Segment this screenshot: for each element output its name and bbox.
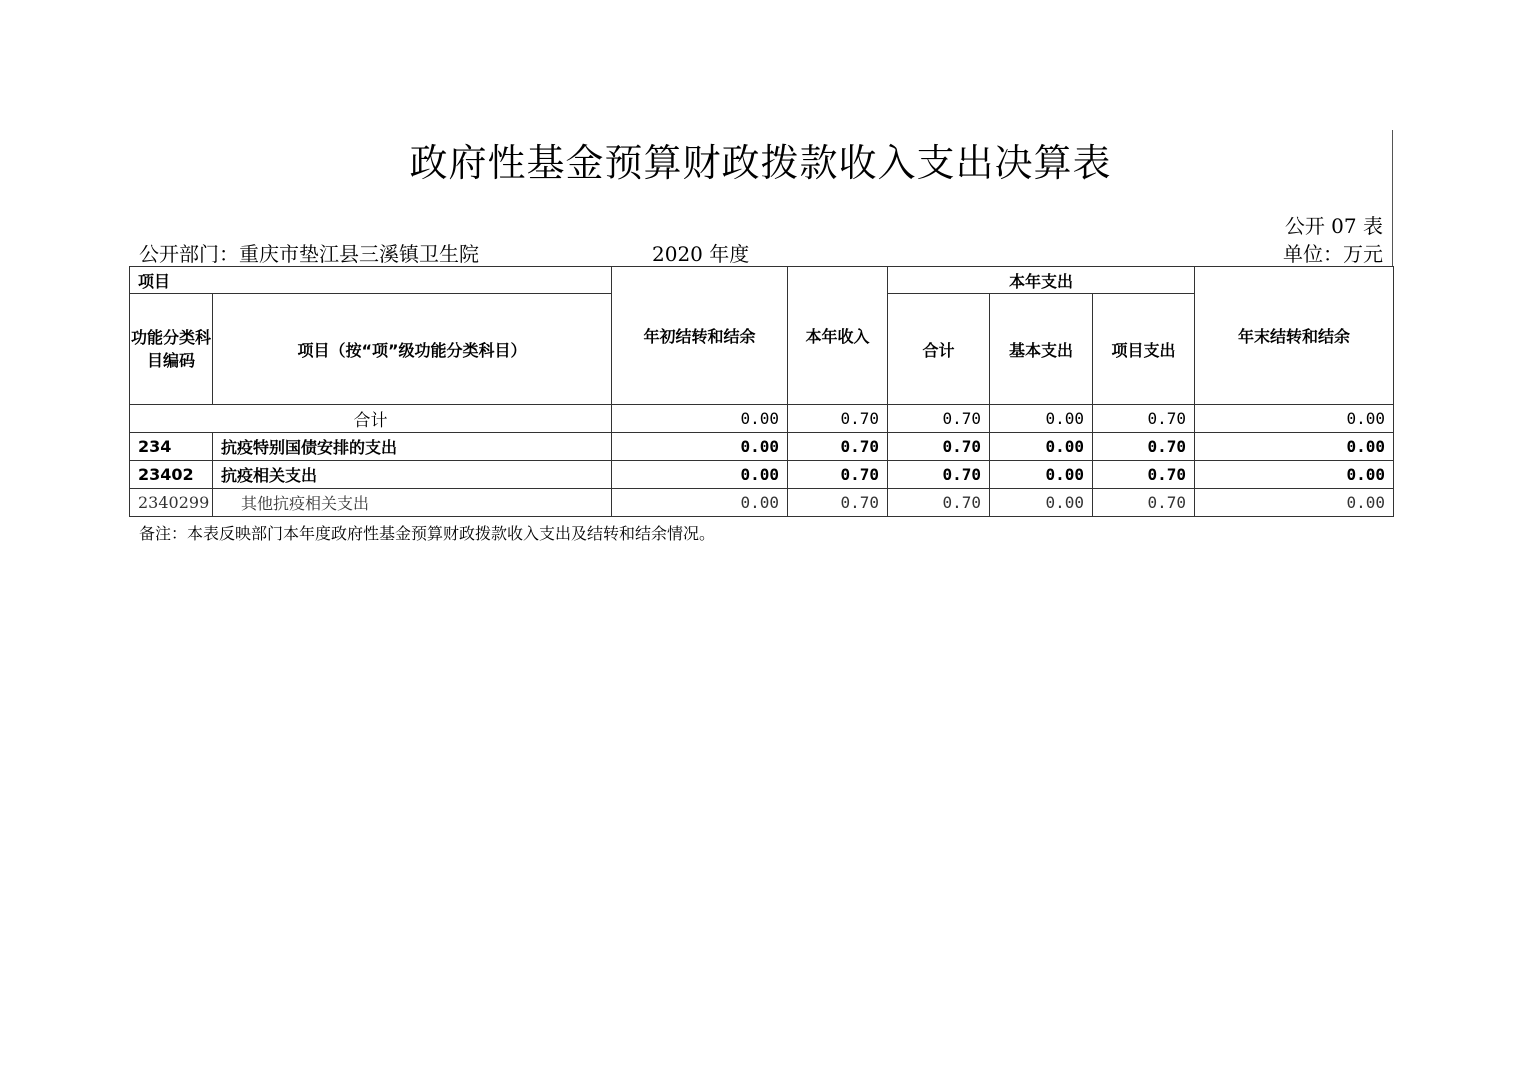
header-project: 项目支出 bbox=[1093, 294, 1195, 405]
row-project: 0.70 bbox=[1093, 433, 1195, 461]
row-project: 0.70 bbox=[1093, 489, 1195, 517]
total-end: 0.00 bbox=[1195, 405, 1394, 433]
row-total: 0.70 bbox=[888, 433, 990, 461]
row-code: 2340299 bbox=[130, 489, 213, 517]
row-end: 0.00 bbox=[1195, 461, 1394, 489]
total-begin: 0.00 bbox=[612, 405, 788, 433]
row-income: 0.70 bbox=[788, 461, 888, 489]
row-end: 0.00 bbox=[1195, 489, 1394, 517]
page-title: 政府性基金预算财政拨款收入支出决算表 bbox=[409, 141, 1112, 185]
row-name: 抗疫特别国债安排的支出 bbox=[213, 433, 612, 461]
department-label: 公开部门：重庆市垫江县三溪镇卫生院 bbox=[139, 242, 479, 266]
table-row bbox=[130, 433, 1394, 461]
header-end-balance: 年末结转和结余 bbox=[1195, 267, 1394, 405]
row-total: 0.70 bbox=[888, 489, 990, 517]
total-row bbox=[130, 405, 1394, 433]
header-item: 项目 bbox=[130, 267, 612, 294]
row-total: 0.70 bbox=[888, 461, 990, 489]
total-label: 合计 bbox=[130, 405, 612, 433]
unit-label: 单位：万元 bbox=[1283, 242, 1383, 266]
row-begin: 0.00 bbox=[612, 461, 788, 489]
right-border-rule bbox=[1392, 130, 1393, 266]
header-expense-group: 本年支出 bbox=[888, 267, 1195, 294]
total-project: 0.70 bbox=[1093, 405, 1195, 433]
budget-table bbox=[129, 266, 1394, 517]
table-row bbox=[130, 461, 1394, 489]
row-name: 其他抗疫相关支出 bbox=[213, 489, 612, 517]
row-basic: 0.00 bbox=[990, 489, 1093, 517]
row-income: 0.70 bbox=[788, 433, 888, 461]
table-code: 公开 07 表 bbox=[1284, 214, 1383, 238]
header-row-1 bbox=[130, 267, 1394, 294]
row-name: 抗疫相关支出 bbox=[213, 461, 612, 489]
header-code: 功能分类科目编码 bbox=[130, 294, 213, 405]
row-begin: 0.00 bbox=[612, 433, 788, 461]
row-basic: 0.00 bbox=[990, 461, 1093, 489]
footnote: 备注：本表反映部门本年度政府性基金预算财政拨款收入支出及结转和结余情况。 bbox=[139, 524, 716, 543]
row-basic: 0.00 bbox=[990, 433, 1093, 461]
header-income: 本年收入 bbox=[788, 267, 888, 405]
table-row bbox=[130, 489, 1394, 517]
row-code: 23402 bbox=[130, 461, 213, 489]
header-begin-balance: 年初结转和结余 bbox=[612, 267, 788, 405]
row-income: 0.70 bbox=[788, 489, 888, 517]
header-name: 项目（按“项”级功能分类科目） bbox=[213, 294, 612, 405]
row-code: 234 bbox=[130, 433, 213, 461]
row-project: 0.70 bbox=[1093, 461, 1195, 489]
year-label: 2020 年度 bbox=[652, 242, 750, 266]
total-income: 0.70 bbox=[788, 405, 888, 433]
total-basic: 0.00 bbox=[990, 405, 1093, 433]
header-basic: 基本支出 bbox=[990, 294, 1093, 405]
row-end: 0.00 bbox=[1195, 433, 1394, 461]
total-expense: 0.70 bbox=[888, 405, 990, 433]
row-begin: 0.00 bbox=[612, 489, 788, 517]
header-expense-total: 合计 bbox=[888, 294, 990, 405]
